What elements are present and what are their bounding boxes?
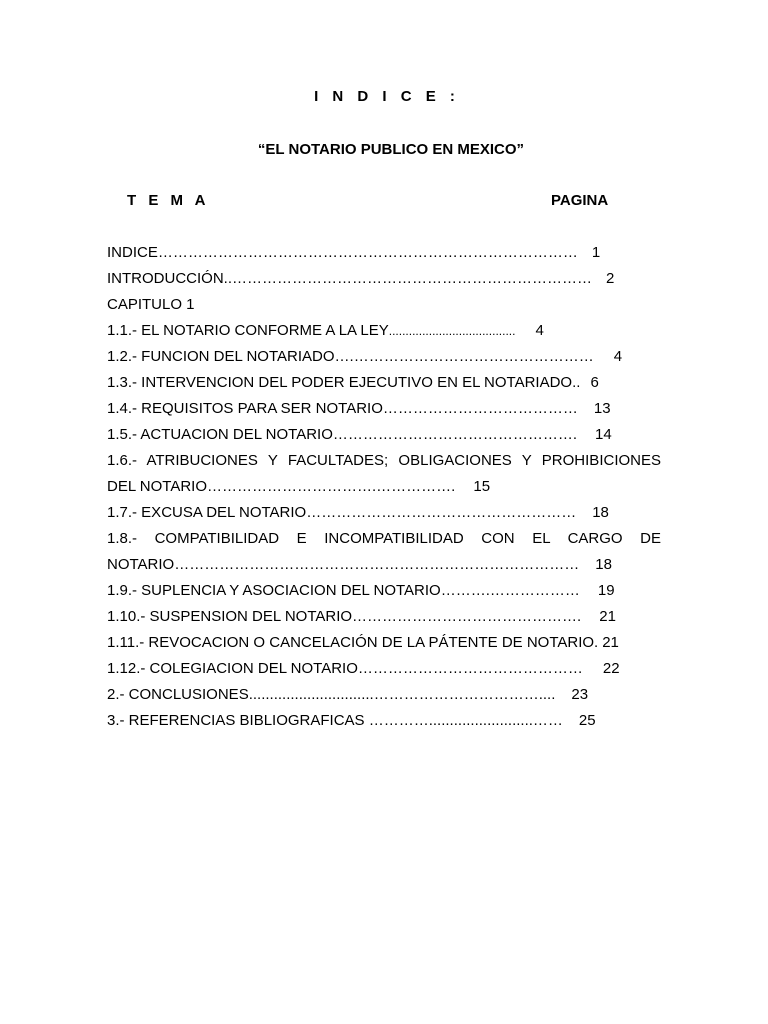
toc-entry-page: 6	[590, 374, 599, 391]
toc-entry-1-10	[107, 607, 661, 633]
toc-entry-page: 4	[535, 322, 544, 339]
toc-entry-1-8-line-1	[107, 529, 661, 555]
toc-entry-text: 1.4.- REQUISITOS PARA SER NOTARIO…………………………………	[107, 400, 578, 417]
toc-entry-1-4	[107, 399, 661, 425]
toc-entry-1-11	[107, 633, 661, 659]
toc-entry-text: 2.- CONCLUSIONES..............................……………………………....	[107, 686, 556, 703]
toc-entry-page: 2	[606, 270, 615, 287]
toc-entry-capitulo-1	[107, 295, 661, 321]
toc-entry-page: 23	[571, 686, 589, 703]
toc-entry-page: 25	[578, 712, 596, 729]
toc-entry-indice	[107, 243, 661, 269]
toc-entry-1-5	[107, 425, 661, 451]
toc-entry-text: 1.5.- ACTUACION DEL NOTARIO………………………………………….	[107, 426, 578, 443]
toc-entry-page: 22	[602, 660, 620, 677]
column-header-topic: T E M A	[127, 192, 210, 209]
toc-entry-1-8-line-2	[107, 555, 661, 581]
toc-entry-text: 3.- REFERENCIAS BIBLIOGRAFICAS ………….........................……	[107, 712, 563, 729]
toc-entry-text: INDICE…………………………………………………………………………	[107, 244, 578, 261]
toc-entry-page: 1	[591, 244, 601, 261]
document-title: I N D I C E :	[314, 88, 460, 105]
toc-entry-page: 4	[613, 348, 623, 365]
toc-entry-page: 18	[592, 504, 609, 521]
document-subtitle: “EL NOTARIO PUBLICO EN MEXICO”	[257, 141, 525, 158]
toc-entry-1-9	[107, 581, 661, 607]
toc-entry-text: 1.10.- SUSPENSION DEL NOTARIO……………………………………….	[107, 608, 582, 625]
toc-entry-text: 1.2.- FUNCION DEL NOTARIADO….…………………………………………	[107, 348, 594, 365]
toc-entry-text: 1.11.- REVOCACION O CANCELACIÓN DE LA PÁTENTE DE NOTARIO.	[107, 634, 599, 651]
toc-entry-leader: ......................................	[388, 324, 516, 338]
toc-entry-1-3	[107, 373, 661, 399]
toc-entry-1-7	[107, 503, 661, 529]
toc-entry-text: 1.12.- COLEGIACION DEL NOTARIO………………………………………	[107, 660, 583, 677]
toc-entry-page: 19	[597, 582, 615, 599]
toc-entry-1-6-line-2	[107, 477, 661, 503]
toc-entry-text: 1.8.- COMPATIBILIDAD E INCOMPATIBILIDAD CON EL CARGO DE	[107, 530, 661, 547]
table-of-contents	[107, 243, 661, 737]
toc-entry-page: 21	[599, 608, 616, 625]
toc-entry-text: 1.9.- SUPLENCIA Y ASOCIACION DEL NOTARIO……….………………	[107, 582, 580, 599]
toc-entry-1-12	[107, 659, 661, 685]
toc-entry-page: 13	[593, 400, 611, 417]
toc-entry-referencias	[107, 711, 661, 737]
toc-entry-text: DEL NOTARIO…………………………….…………….	[107, 478, 456, 495]
toc-entry-text: CAPITULO 1	[107, 296, 195, 313]
toc-entry-page: 15	[473, 478, 491, 495]
toc-entry-page: 18	[595, 556, 612, 573]
column-header-page: PAGINA	[551, 192, 609, 209]
toc-entry-text: 1.3.- INTERVENCION DEL PODER EJECUTIVO EN EL NOTARIADO..	[107, 374, 581, 391]
toc-entry-page: 14	[595, 426, 612, 443]
toc-entry-1-1	[107, 321, 661, 347]
toc-entry-text: NOTARIO………………………………………………………………………	[107, 556, 580, 573]
toc-entry-1-2	[107, 347, 661, 373]
toc-entry-conclusiones	[107, 685, 661, 711]
toc-entry-text: INTRODUCCIÓN..………………………………………………………………	[107, 270, 592, 287]
toc-entry-page: 21	[602, 634, 619, 651]
toc-entry-text: 1.1.- EL NOTARIO CONFORME A LA LEY	[107, 322, 389, 339]
toc-entry-text: 1.6.- ATRIBUCIONES Y FACULTADES; OBLIGACIONES Y PROHIBICIONES	[107, 452, 661, 469]
toc-entry-1-6-line-1	[107, 451, 661, 477]
toc-entry-text: 1.7.- EXCUSA DEL NOTARIO………………………………………………	[107, 504, 577, 521]
toc-entry-introduccion	[107, 269, 661, 295]
